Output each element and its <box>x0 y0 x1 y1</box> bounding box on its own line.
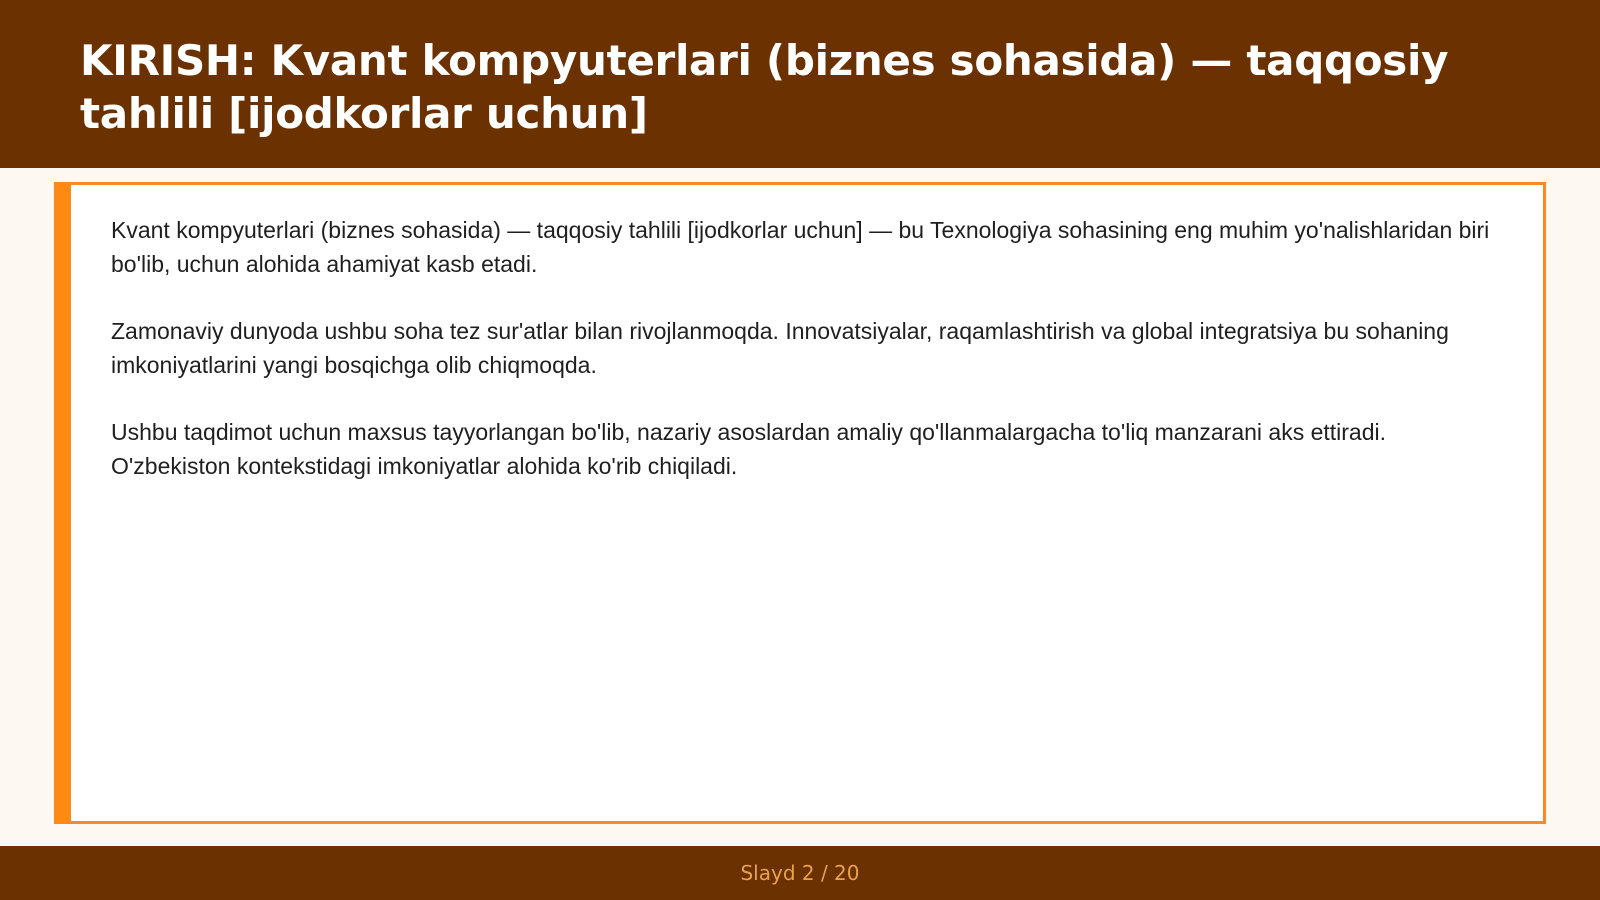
slide-title: KIRISH: Kvant kompyuterlari (biznes sohasida) — taqqosiy tahlili [ijodkorlar uchun] <box>80 36 1449 138</box>
slide-header <box>0 0 1600 168</box>
slide-footer <box>0 846 1600 900</box>
content-text <box>111 213 1511 516</box>
slide-number: Slayd 2 / 20 <box>740 861 860 885</box>
paragraph-modern-world: Zamonaviy dunyoda ushbu soha tez sur'atlar bilan rivojlanmoqda. Innovatsiyalar, raqamlashtirish va global integratsiya bu sohaning imkoniyatlarini yangi bosqichga olib chiqmoqda. <box>111 318 1449 378</box>
paragraph-presentation-purpose: Ushbu taqdimot uchun maxsus tayyorlangan bo'lib, nazariy asoslardan amaliy qo'llanmalargacha to'liq manzarani aks ettiradi. O'zbekiston kontekstidagi imkoniyatlar alohida ko'rib chiqiladi. <box>111 419 1387 479</box>
paragraph-introduction: Kvant kompyuterlari (biznes sohasida) — taqqosiy tahlili [ijodkorlar uchun] — bu Texnologiya sohasining eng muhim yo'nalishlaridan biri bo'lib, uchun alohida ahamiyat kasb etadi. <box>111 217 1490 277</box>
